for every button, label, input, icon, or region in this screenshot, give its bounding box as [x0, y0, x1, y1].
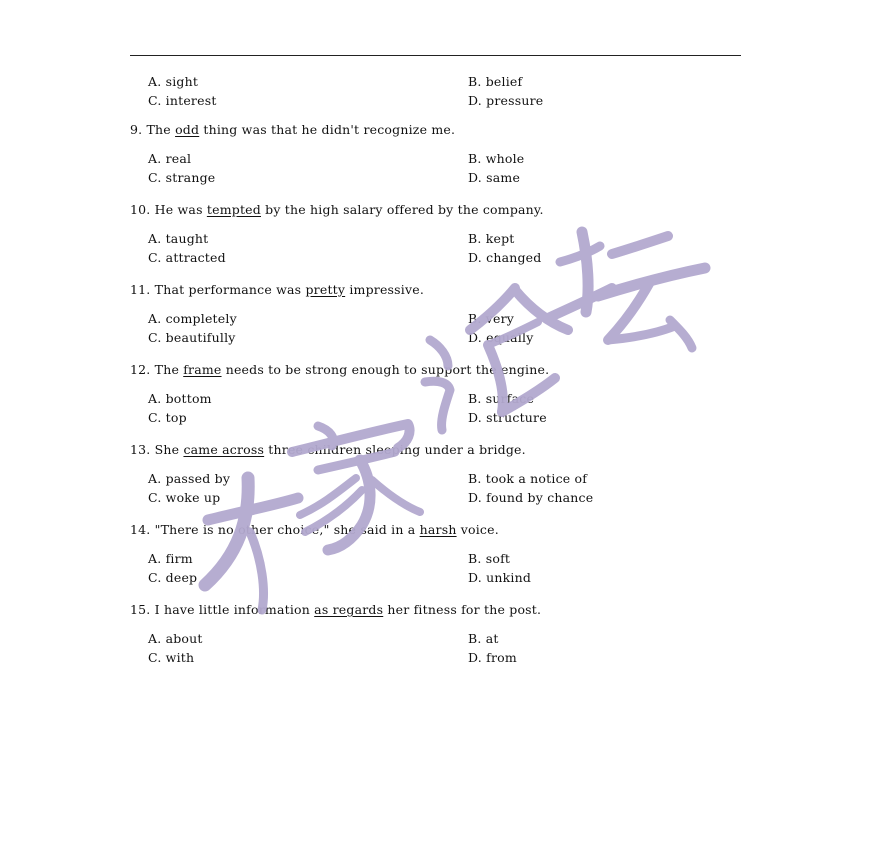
- question-stem: [130, 282, 750, 298]
- option-c[interactable]: C. strange: [148, 170, 216, 185]
- option-c[interactable]: C. beautifully: [148, 330, 236, 345]
- option-b[interactable]: B. whole: [468, 151, 525, 166]
- option-c[interactable]: C. top: [148, 410, 187, 425]
- stem-text: He was: [150, 202, 207, 217]
- question-stem: [130, 602, 750, 618]
- underlined-term: pretty: [305, 282, 346, 297]
- option-a[interactable]: A. sight: [148, 74, 199, 89]
- option-d[interactable]: D. from: [468, 650, 517, 665]
- question-stem: [130, 522, 750, 538]
- option-d[interactable]: D. same: [468, 170, 521, 185]
- option-b[interactable]: B. soft: [468, 551, 511, 566]
- question-stem: [130, 442, 750, 458]
- underlined-term: frame: [183, 362, 222, 377]
- underlined-term: odd: [175, 122, 200, 137]
- question-stem: [130, 122, 750, 138]
- question-number: 14.: [130, 522, 151, 537]
- option-b[interactable]: B. took a notice of: [468, 471, 588, 486]
- stem-text: "There is no other choice," she said in a: [150, 522, 420, 537]
- question-9: [130, 122, 750, 187]
- options-grid: [130, 309, 750, 347]
- underlined-term: harsh: [419, 522, 457, 537]
- underlined-term: as regards: [314, 602, 384, 617]
- question-15: [130, 602, 750, 667]
- option-d[interactable]: D. structure: [468, 410, 547, 425]
- stem-text: voice.: [456, 522, 499, 537]
- option-d[interactable]: D. changed: [468, 250, 542, 265]
- options-grid: [130, 549, 750, 587]
- question-12: [130, 362, 750, 427]
- option-b[interactable]: B. very: [468, 311, 515, 326]
- stem-text: thing was that he didn't recognize me.: [199, 122, 456, 137]
- question-number: 9.: [130, 122, 143, 137]
- option-a[interactable]: A. bottom: [148, 391, 212, 406]
- options-grid: [130, 469, 750, 507]
- question-number: 15.: [130, 602, 151, 617]
- option-a[interactable]: A. passed by: [148, 471, 231, 486]
- question-number: 13.: [130, 442, 151, 457]
- stem-text: needs to be strong enough to support the engine.: [221, 362, 550, 377]
- question-11: [130, 282, 750, 347]
- stem-text: The: [142, 122, 176, 137]
- option-a[interactable]: A. taught: [148, 231, 209, 246]
- stem-text: She: [150, 442, 184, 457]
- option-c[interactable]: C. interest: [148, 93, 217, 108]
- question-stem: [130, 362, 750, 378]
- question-number: 11.: [130, 282, 151, 297]
- option-c[interactable]: C. deep: [148, 570, 198, 585]
- stem-text: impressive.: [345, 282, 425, 297]
- stem-text: by the high salary offered by the company.: [260, 202, 544, 217]
- stem-text: her fitness for the post.: [383, 602, 542, 617]
- option-d[interactable]: D. equally: [468, 330, 534, 345]
- option-d[interactable]: D. pressure: [468, 93, 544, 108]
- option-d[interactable]: D. unkind: [468, 570, 532, 585]
- option-b[interactable]: B. at: [468, 631, 499, 646]
- underlined-term: came across: [183, 442, 265, 457]
- question-number: 12.: [130, 362, 151, 377]
- options-grid: [130, 629, 750, 667]
- question-8-options-block: [130, 72, 750, 110]
- option-a[interactable]: A. about: [148, 631, 203, 646]
- option-a[interactable]: A. firm: [148, 551, 193, 566]
- question-14: [130, 522, 750, 587]
- question-number: 10.: [130, 202, 151, 217]
- question-10: [130, 202, 750, 267]
- header-rule: [130, 55, 741, 56]
- option-c[interactable]: C. with: [148, 650, 195, 665]
- option-b[interactable]: B. surface: [468, 391, 535, 406]
- option-a[interactable]: A. real: [148, 151, 192, 166]
- question-list: [130, 70, 750, 667]
- options-grid: [130, 229, 750, 267]
- stem-text: three children sleeping under a bridge.: [264, 442, 526, 457]
- underlined-term: tempted: [206, 202, 261, 217]
- stem-text: That performance was: [150, 282, 306, 297]
- question-stem: [130, 202, 750, 218]
- option-b[interactable]: B. belief: [468, 74, 523, 89]
- options-grid: [130, 389, 750, 427]
- options-grid: [130, 72, 750, 110]
- stem-text: I have little information: [150, 602, 315, 617]
- options-grid: [130, 149, 750, 187]
- question-13: [130, 442, 750, 507]
- stem-text: The: [150, 362, 184, 377]
- option-c[interactable]: C. woke up: [148, 490, 221, 505]
- option-c[interactable]: C. attracted: [148, 250, 226, 265]
- option-a[interactable]: A. completely: [148, 311, 237, 326]
- option-d[interactable]: D. found by chance: [468, 490, 594, 505]
- option-b[interactable]: B. kept: [468, 231, 515, 246]
